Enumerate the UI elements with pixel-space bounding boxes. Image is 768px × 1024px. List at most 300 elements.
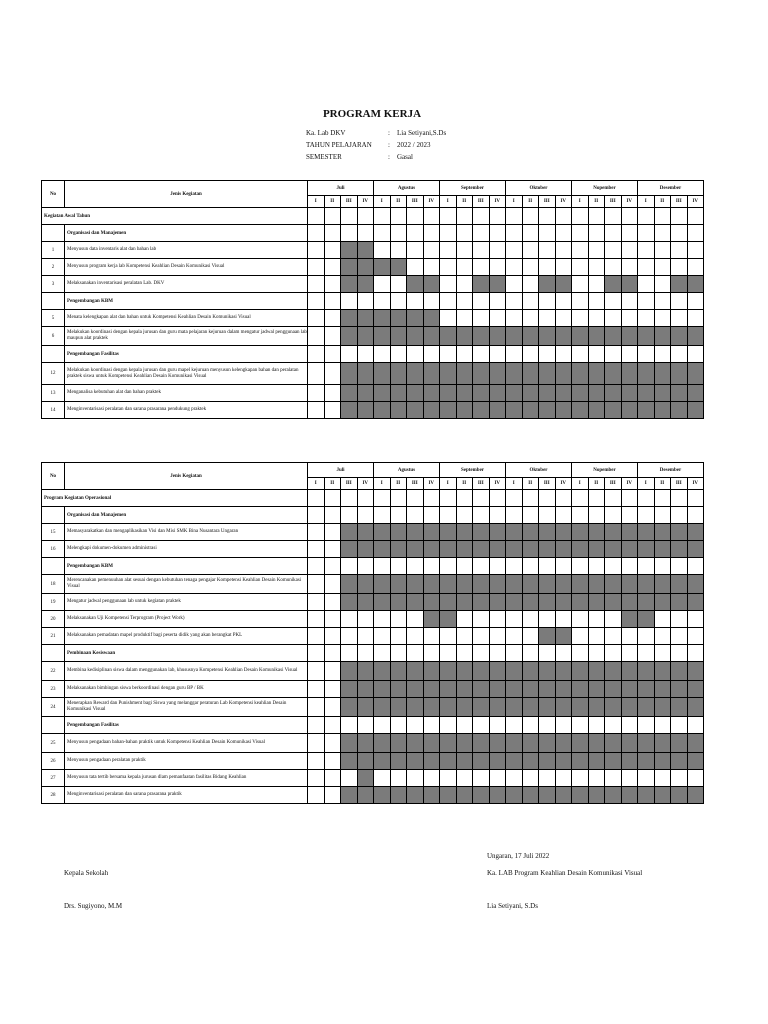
schedule-cell: [324, 490, 341, 507]
schedule-cell-filled: [654, 402, 671, 419]
schedule-cell-filled: [456, 698, 473, 717]
schedule-cell: [423, 645, 440, 662]
schedule-cell-filled: [522, 681, 539, 698]
schedule-cell-filled: [390, 541, 407, 558]
schedule-cell-filled: [473, 594, 490, 611]
schedule-cell-filled: [374, 753, 391, 770]
week-header: II: [588, 196, 605, 208]
schedule-cell-filled: [473, 734, 490, 753]
week-header: IV: [555, 478, 572, 490]
schedule-cell-filled: [489, 753, 506, 770]
schedule-cell: [407, 346, 424, 363]
month-header: Juli: [308, 181, 374, 196]
schedule-cell: [407, 242, 424, 259]
schedule-cell-filled: [407, 402, 424, 419]
schedule-cell-filled: [654, 385, 671, 402]
schedule-cell-filled: [489, 734, 506, 753]
schedule-cell-filled: [539, 698, 556, 717]
info-row-semester: [306, 151, 446, 163]
schedule-cell-filled: [522, 524, 539, 541]
schedule-cell-filled: [605, 402, 622, 419]
schedule-cell: [341, 507, 358, 524]
schedule-cell-filled: [654, 363, 671, 385]
schedule-cell: [539, 558, 556, 575]
schedule-cell: [374, 507, 391, 524]
schedule-cell-filled: [489, 662, 506, 681]
row-number: [42, 225, 65, 242]
schedule-cell-filled: [539, 594, 556, 611]
table-row: [42, 524, 704, 541]
schedule-cell: [572, 611, 589, 628]
schedule-cell-filled: [357, 698, 374, 717]
schedule-cell-filled: [522, 363, 539, 385]
schedule-cell-filled: [473, 662, 490, 681]
schedule-cell: [555, 225, 572, 242]
schedule-cell-filled: [539, 276, 556, 293]
week-header: II: [324, 478, 341, 490]
schedule-cell-filled: [440, 594, 457, 611]
schedule-cell-filled: [687, 787, 704, 804]
schedule-cell-filled: [440, 753, 457, 770]
schedule-cell-filled: [506, 363, 523, 385]
table-row: [42, 385, 704, 402]
activity-label: Menginventarisasi peralatan dan sarana prasarana pendukung praktek: [65, 402, 308, 419]
schedule-cell-filled: [555, 681, 572, 698]
table-row: [42, 662, 704, 681]
schedule-cell-filled: [456, 594, 473, 611]
schedule-cell: [539, 611, 556, 628]
table-row: [42, 346, 704, 363]
schedule-cell: [522, 645, 539, 662]
schedule-cell: [621, 242, 638, 259]
schedule-cell: [407, 259, 424, 276]
schedule-cell: [324, 575, 341, 594]
schedule-cell-filled: [572, 787, 589, 804]
col-header-activity: Jenis Kegiatan: [65, 181, 308, 208]
schedule-cell: [407, 611, 424, 628]
schedule-cell-filled: [390, 787, 407, 804]
schedule-cell-filled: [357, 276, 374, 293]
row-number: 14: [42, 402, 65, 419]
schedule-cell-filled: [621, 402, 638, 419]
schedule-cell: [605, 208, 622, 225]
schedule-cell: [390, 276, 407, 293]
schedule-cell-filled: [654, 787, 671, 804]
schedule-cell: [588, 490, 605, 507]
schedule-cell: [638, 770, 655, 787]
schedule-cell: [555, 490, 572, 507]
schedule-cell: [588, 507, 605, 524]
schedule-cell: [456, 717, 473, 734]
schedule-cell: [473, 225, 490, 242]
schedule-cell-filled: [423, 327, 440, 346]
activity-label: Melaksanakan bimbingan siswa berkoordinasi dengan guru BP / BK: [65, 681, 308, 698]
schedule-cell-filled: [605, 734, 622, 753]
schedule-cell: [374, 628, 391, 645]
week-header: I: [308, 478, 325, 490]
schedule-cell-filled: [654, 753, 671, 770]
schedule-cell: [489, 259, 506, 276]
schedule-cell: [341, 770, 358, 787]
schedule-cell: [423, 242, 440, 259]
schedule-cell-filled: [456, 402, 473, 419]
row-number: 6: [42, 327, 65, 346]
activity-label: Membina kedisiplinan siswa dalam menggunakan lab, khususnya Kompetensi Keahlian Desain Komunikasi Visual: [65, 662, 308, 681]
schedule-cell-filled: [341, 524, 358, 541]
schedule-cell-filled: [390, 385, 407, 402]
schedule-cell-filled: [440, 327, 457, 346]
info-value: Lia Setiyani,S.Ds: [397, 129, 447, 137]
schedule-cell: [473, 310, 490, 327]
schedule-cell: [324, 645, 341, 662]
table-row: [42, 208, 704, 225]
schedule-cell-filled: [374, 327, 391, 346]
schedule-cell-filled: [638, 327, 655, 346]
week-header: III: [341, 478, 358, 490]
week-header: III: [605, 196, 622, 208]
schedule-cell: [341, 208, 358, 225]
schedule-cell: [390, 208, 407, 225]
schedule-cell-filled: [423, 310, 440, 327]
table-row: [42, 734, 704, 753]
schedule-cell-filled: [341, 541, 358, 558]
schedule-cell-filled: [374, 681, 391, 698]
schedule-cell: [456, 259, 473, 276]
document-title: PROGRAM KERJA: [322, 108, 422, 120]
schedule-cell: [621, 259, 638, 276]
schedule-cell: [588, 208, 605, 225]
schedule-cell-filled: [555, 575, 572, 594]
week-header: I: [572, 196, 589, 208]
week-header: III: [407, 196, 424, 208]
schedule-cell: [489, 208, 506, 225]
schedule-cell: [506, 645, 523, 662]
schedule-cell-filled: [456, 575, 473, 594]
schedule-cell-filled: [555, 385, 572, 402]
subsection-label: Pengembangan KBM: [65, 558, 308, 575]
schedule-cell-filled: [654, 662, 671, 681]
schedule-cell-filled: [473, 327, 490, 346]
schedule-cell-filled: [473, 787, 490, 804]
info-value: Gasal: [397, 153, 413, 161]
schedule-cell: [555, 346, 572, 363]
table-row: [42, 402, 704, 419]
row-number: 27: [42, 770, 65, 787]
schedule-cell-filled: [671, 753, 688, 770]
schedule-cell: [687, 490, 704, 507]
schedule-cell-filled: [357, 753, 374, 770]
activity-label: Melengkapi dokumen-dokumen administrasi: [65, 541, 308, 558]
schedule-cell-filled: [621, 575, 638, 594]
schedule-cell: [440, 208, 457, 225]
schedule-cell-filled: [522, 575, 539, 594]
schedule-cell-filled: [555, 402, 572, 419]
schedule-cell: [522, 717, 539, 734]
table-row: [42, 611, 704, 628]
table-row: [42, 787, 704, 804]
schedule-cell: [440, 770, 457, 787]
week-header: I: [638, 478, 655, 490]
schedule-cell: [638, 645, 655, 662]
row-number: [42, 507, 65, 524]
schedule-cell-filled: [621, 385, 638, 402]
schedule-cell: [539, 259, 556, 276]
schedule-cell: [440, 628, 457, 645]
schedule-cell: [423, 293, 440, 310]
header-row: [42, 181, 704, 196]
schedule-cell: [324, 734, 341, 753]
schedule-cell-filled: [341, 276, 358, 293]
schedule-cell-filled: [489, 787, 506, 804]
activity-label: Melaksanakan inventarisasi peralatan Lab. DKV: [65, 276, 308, 293]
schedule-cell: [324, 662, 341, 681]
document-info: [306, 127, 446, 163]
schedule-cell-filled: [572, 698, 589, 717]
schedule-cell-filled: [423, 662, 440, 681]
schedule-cell: [539, 242, 556, 259]
schedule-cell-filled: [440, 787, 457, 804]
schedule-cell-filled: [654, 575, 671, 594]
schedule-cell: [506, 770, 523, 787]
schedule-cell-filled: [572, 594, 589, 611]
schedule-cell: [473, 611, 490, 628]
schedule-cell-filled: [555, 734, 572, 753]
schedule-cell: [638, 293, 655, 310]
schedule-cell-filled: [473, 753, 490, 770]
section-label: Program Kegiatan Operasional: [42, 490, 308, 507]
schedule-cell: [671, 346, 688, 363]
schedule-cell: [390, 611, 407, 628]
schedule-cell-filled: [506, 575, 523, 594]
schedule-cell-filled: [638, 541, 655, 558]
schedule-cell: [374, 208, 391, 225]
schedule-cell-filled: [341, 259, 358, 276]
schedule-cell: [456, 208, 473, 225]
schedule-cell-filled: [473, 276, 490, 293]
week-header: II: [588, 478, 605, 490]
row-number: 12: [42, 363, 65, 385]
schedule-cell-filled: [654, 734, 671, 753]
schedule-cell-filled: [489, 402, 506, 419]
schedule-cell-filled: [357, 402, 374, 419]
schedule-cell-filled: [489, 327, 506, 346]
schedule-cell: [423, 628, 440, 645]
schedule-cell: [324, 681, 341, 698]
schedule-cell-filled: [341, 662, 358, 681]
schedule-cell-filled: [638, 385, 655, 402]
activity-label: Mengatur jadwal penggunaan lab untuk kegiatan praktek: [65, 594, 308, 611]
schedule-cell-filled: [489, 681, 506, 698]
schedule-cell: [308, 242, 325, 259]
schedule-cell-filled: [638, 594, 655, 611]
schedule-cell-filled: [407, 541, 424, 558]
schedule-cell-filled: [341, 753, 358, 770]
week-header: I: [374, 196, 391, 208]
schedule-cell: [605, 717, 622, 734]
schedule-cell: [572, 208, 589, 225]
schedule-cell: [407, 507, 424, 524]
schedule-cell-filled: [390, 327, 407, 346]
subsection-label: Organisasi dan Manajemen: [65, 225, 308, 242]
schedule-cell: [506, 310, 523, 327]
schedule-cell: [324, 225, 341, 242]
schedule-cell-filled: [572, 402, 589, 419]
schedule-cell-filled: [638, 662, 655, 681]
schedule-cell: [654, 507, 671, 524]
schedule-cell-filled: [506, 681, 523, 698]
schedule-cell-filled: [522, 327, 539, 346]
schedule-cell: [308, 346, 325, 363]
schedule-cell-filled: [687, 594, 704, 611]
schedule-cell: [473, 645, 490, 662]
week-header: III: [539, 478, 556, 490]
schedule-cell: [308, 770, 325, 787]
schedule-cell: [539, 717, 556, 734]
row-number: 19: [42, 594, 65, 611]
table-row: [42, 363, 704, 385]
schedule-cell-filled: [506, 594, 523, 611]
schedule-cell: [687, 645, 704, 662]
schedule-cell-filled: [539, 628, 556, 645]
schedule-cell-filled: [621, 734, 638, 753]
week-header: II: [654, 196, 671, 208]
schedule-cell-filled: [489, 524, 506, 541]
schedule-cell-filled: [506, 385, 523, 402]
schedule-cell: [506, 558, 523, 575]
schedule-cell: [506, 611, 523, 628]
week-header: III: [407, 478, 424, 490]
activity-label: Melaksanakan pemadatan mapel produktif bagi peserta didik yang akan berangkat PKL: [65, 628, 308, 645]
schedule-cell: [621, 490, 638, 507]
schedule-cell-filled: [440, 698, 457, 717]
schedule-cell-filled: [555, 363, 572, 385]
schedule-cell: [308, 611, 325, 628]
schedule-cell-filled: [374, 594, 391, 611]
schedule-cell-filled: [407, 681, 424, 698]
schedule-cell: [489, 293, 506, 310]
schedule-cell-filled: [638, 681, 655, 698]
schedule-cell-filled: [539, 575, 556, 594]
schedule-cell: [456, 611, 473, 628]
schedule-cell: [555, 259, 572, 276]
schedule-cell: [605, 507, 622, 524]
schedule-cell-filled: [390, 363, 407, 385]
activity-label: Melakukan koordinasi dengan kepala jurusan dan guru mapel kejuruan menyusun kelengkapan bahan dan peralatan praktek siswa untuk Kompetensi Keahlian Desain Komunikasi Visual: [65, 363, 308, 385]
schedule-cell: [473, 717, 490, 734]
schedule-cell: [638, 259, 655, 276]
schedule-cell-filled: [572, 753, 589, 770]
schedule-cell-filled: [341, 787, 358, 804]
schedule-cell: [341, 558, 358, 575]
schedule-cell: [605, 611, 622, 628]
schedule-cell: [638, 225, 655, 242]
schedule-cell-filled: [357, 541, 374, 558]
schedule-cell: [687, 208, 704, 225]
month-header: Nopember: [572, 181, 638, 196]
schedule-cell: [506, 242, 523, 259]
info-key: Ka. Lab DKV: [306, 129, 346, 137]
schedule-cell: [605, 645, 622, 662]
schedule-cell-filled: [357, 310, 374, 327]
schedule-cell-filled: [407, 524, 424, 541]
schedule-cell: [308, 507, 325, 524]
schedule-cell-filled: [341, 698, 358, 717]
schedule-cell: [687, 225, 704, 242]
schedule-cell: [308, 293, 325, 310]
schedule-cell: [572, 276, 589, 293]
schedule-cell: [588, 259, 605, 276]
table-row: [42, 594, 704, 611]
week-header: II: [654, 478, 671, 490]
schedule-cell: [572, 645, 589, 662]
schedule-cell: [671, 490, 688, 507]
schedule-cell-filled: [423, 363, 440, 385]
week-header: IV: [357, 478, 374, 490]
schedule-cell-filled: [407, 698, 424, 717]
schedule-cell: [407, 628, 424, 645]
schedule-cell: [522, 259, 539, 276]
schedule-cell: [654, 611, 671, 628]
schedule-cell-filled: [473, 385, 490, 402]
schedule-cell: [539, 770, 556, 787]
schedule-cell-filled: [423, 698, 440, 717]
schedule-cell: [308, 753, 325, 770]
schedule-cell: [572, 346, 589, 363]
schedule-cell: [555, 611, 572, 628]
schedule-cell: [473, 490, 490, 507]
schedule-cell-filled: [638, 575, 655, 594]
schedule-cell: [572, 242, 589, 259]
schedule-cell: [572, 310, 589, 327]
schedule-cell: [456, 310, 473, 327]
schedule-cell-filled: [621, 698, 638, 717]
schedule-cell: [374, 225, 391, 242]
schedule-cell-filled: [440, 681, 457, 698]
schedule-cell: [390, 507, 407, 524]
schedule-cell-filled: [390, 310, 407, 327]
activity-label: Melakukan koordinasi dengan kepala jurusan dan guru mata pelajaran kejuruan dalam mengatur jadwal penggunaan lab maupun alat praktek: [65, 327, 308, 346]
schedule-cell: [423, 507, 440, 524]
schedule-cell-filled: [588, 734, 605, 753]
week-header: I: [440, 478, 457, 490]
schedule-cell: [423, 346, 440, 363]
table-row: [42, 770, 704, 787]
schedule-cell-filled: [572, 524, 589, 541]
schedule-cell: [671, 242, 688, 259]
schedule-cell: [440, 645, 457, 662]
activity-label: Menginventarisasi peralatan dan sarana prasarana praktik: [65, 787, 308, 804]
row-number: [42, 558, 65, 575]
schedule-cell: [522, 507, 539, 524]
table-row: [42, 753, 704, 770]
schedule-cell-filled: [440, 611, 457, 628]
row-number: 28: [42, 787, 65, 804]
schedule-cell: [572, 628, 589, 645]
schedule-cell: [489, 717, 506, 734]
schedule-cell-filled: [588, 575, 605, 594]
schedule-cell: [308, 662, 325, 681]
schedule-cell-filled: [407, 594, 424, 611]
schedule-cell: [357, 293, 374, 310]
schedule-cell: [638, 208, 655, 225]
schedule-cell-filled: [522, 698, 539, 717]
table-row: [42, 575, 704, 594]
row-number: 23: [42, 681, 65, 698]
schedule-cell: [687, 242, 704, 259]
schedule-cell: [522, 611, 539, 628]
schedule-cell: [357, 645, 374, 662]
row-number: 15: [42, 524, 65, 541]
